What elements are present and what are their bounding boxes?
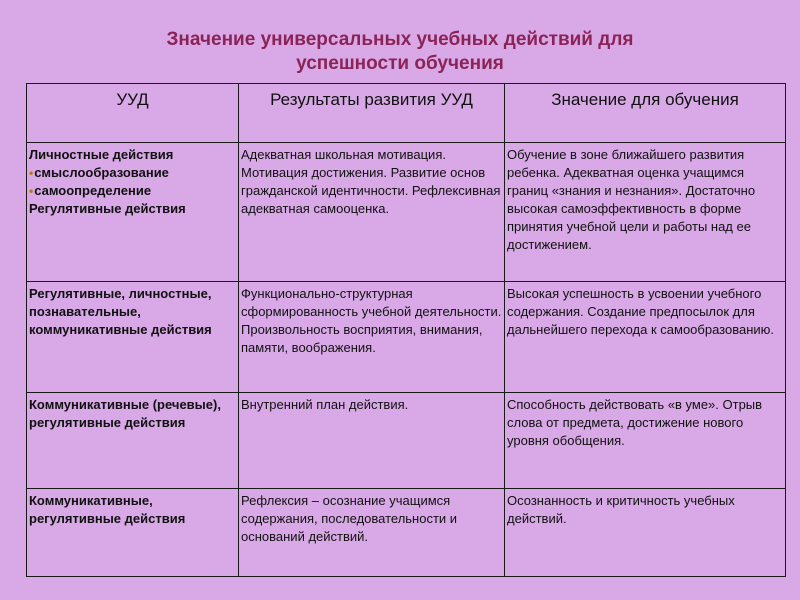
meaning-cell: Обучение в зоне ближайшего развития ребенка. Адекватная оценка учащимся границ «знания и незнания». Достаточно высокая самоэффективность в форме принятия учебной цели и работы над ее достижением. <box>505 143 786 282</box>
slide-title-line-2: успешности обучения <box>296 53 504 74</box>
uud-line: Личностные действия <box>29 147 174 162</box>
table-row <box>27 282 786 393</box>
table-row <box>27 393 786 489</box>
uud-line: •самоопределение <box>29 183 152 198</box>
meaning-cell: Осознанность и критичность учебных действий. <box>505 489 786 577</box>
results-cell: Адекватная школьная мотивация. Мотивация достижения. Развитие основ гражданской идентичности. Рефлексивная адекватная самооценка. <box>239 143 505 282</box>
bullet-icon: • <box>29 184 34 198</box>
uud-table <box>26 83 786 577</box>
uud-line: Регулятивные действия <box>29 201 186 216</box>
meaning-cell: Способность действовать «в уме». Отрыв слова от предмета, достижение нового уровня обобщения. <box>505 393 786 489</box>
uud-cell: Коммуникативные (речевые), регулятивные действия <box>27 393 239 489</box>
header-meaning: Значение для обучения <box>505 84 786 143</box>
uud-cell <box>27 143 239 282</box>
uud-cell: Коммуникативные, регулятивные действия <box>27 489 239 577</box>
results-cell: Внутренний план действия. <box>239 393 505 489</box>
slide-title-line-1: Значение универсальных учебных действий для <box>166 29 634 50</box>
meaning-cell: Высокая успешность в усвоении учебного содержания. Создание предпосылок для дальнейшего перехода к самообразованию. <box>505 282 786 393</box>
header-uud: УУД <box>27 84 239 143</box>
uud-cell: Регулятивные, личностные, познавательные, коммуникативные действия <box>27 282 239 393</box>
header-results: Результаты развития УУД <box>239 84 505 143</box>
slide-title <box>0 28 800 76</box>
results-cell: Рефлексия – осознание учащимся содержания, последовательности и оснований действий. <box>239 489 505 577</box>
bullet-icon: • <box>29 166 34 180</box>
table-row <box>27 143 786 282</box>
uud-line: •смыслообразование <box>29 165 169 180</box>
table-header-row <box>27 84 786 143</box>
results-cell: Функционально-структурная сформированность учебной деятельности. Произвольность восприятия, внимания, памяти, воображения. <box>239 282 505 393</box>
table-row <box>27 489 786 577</box>
